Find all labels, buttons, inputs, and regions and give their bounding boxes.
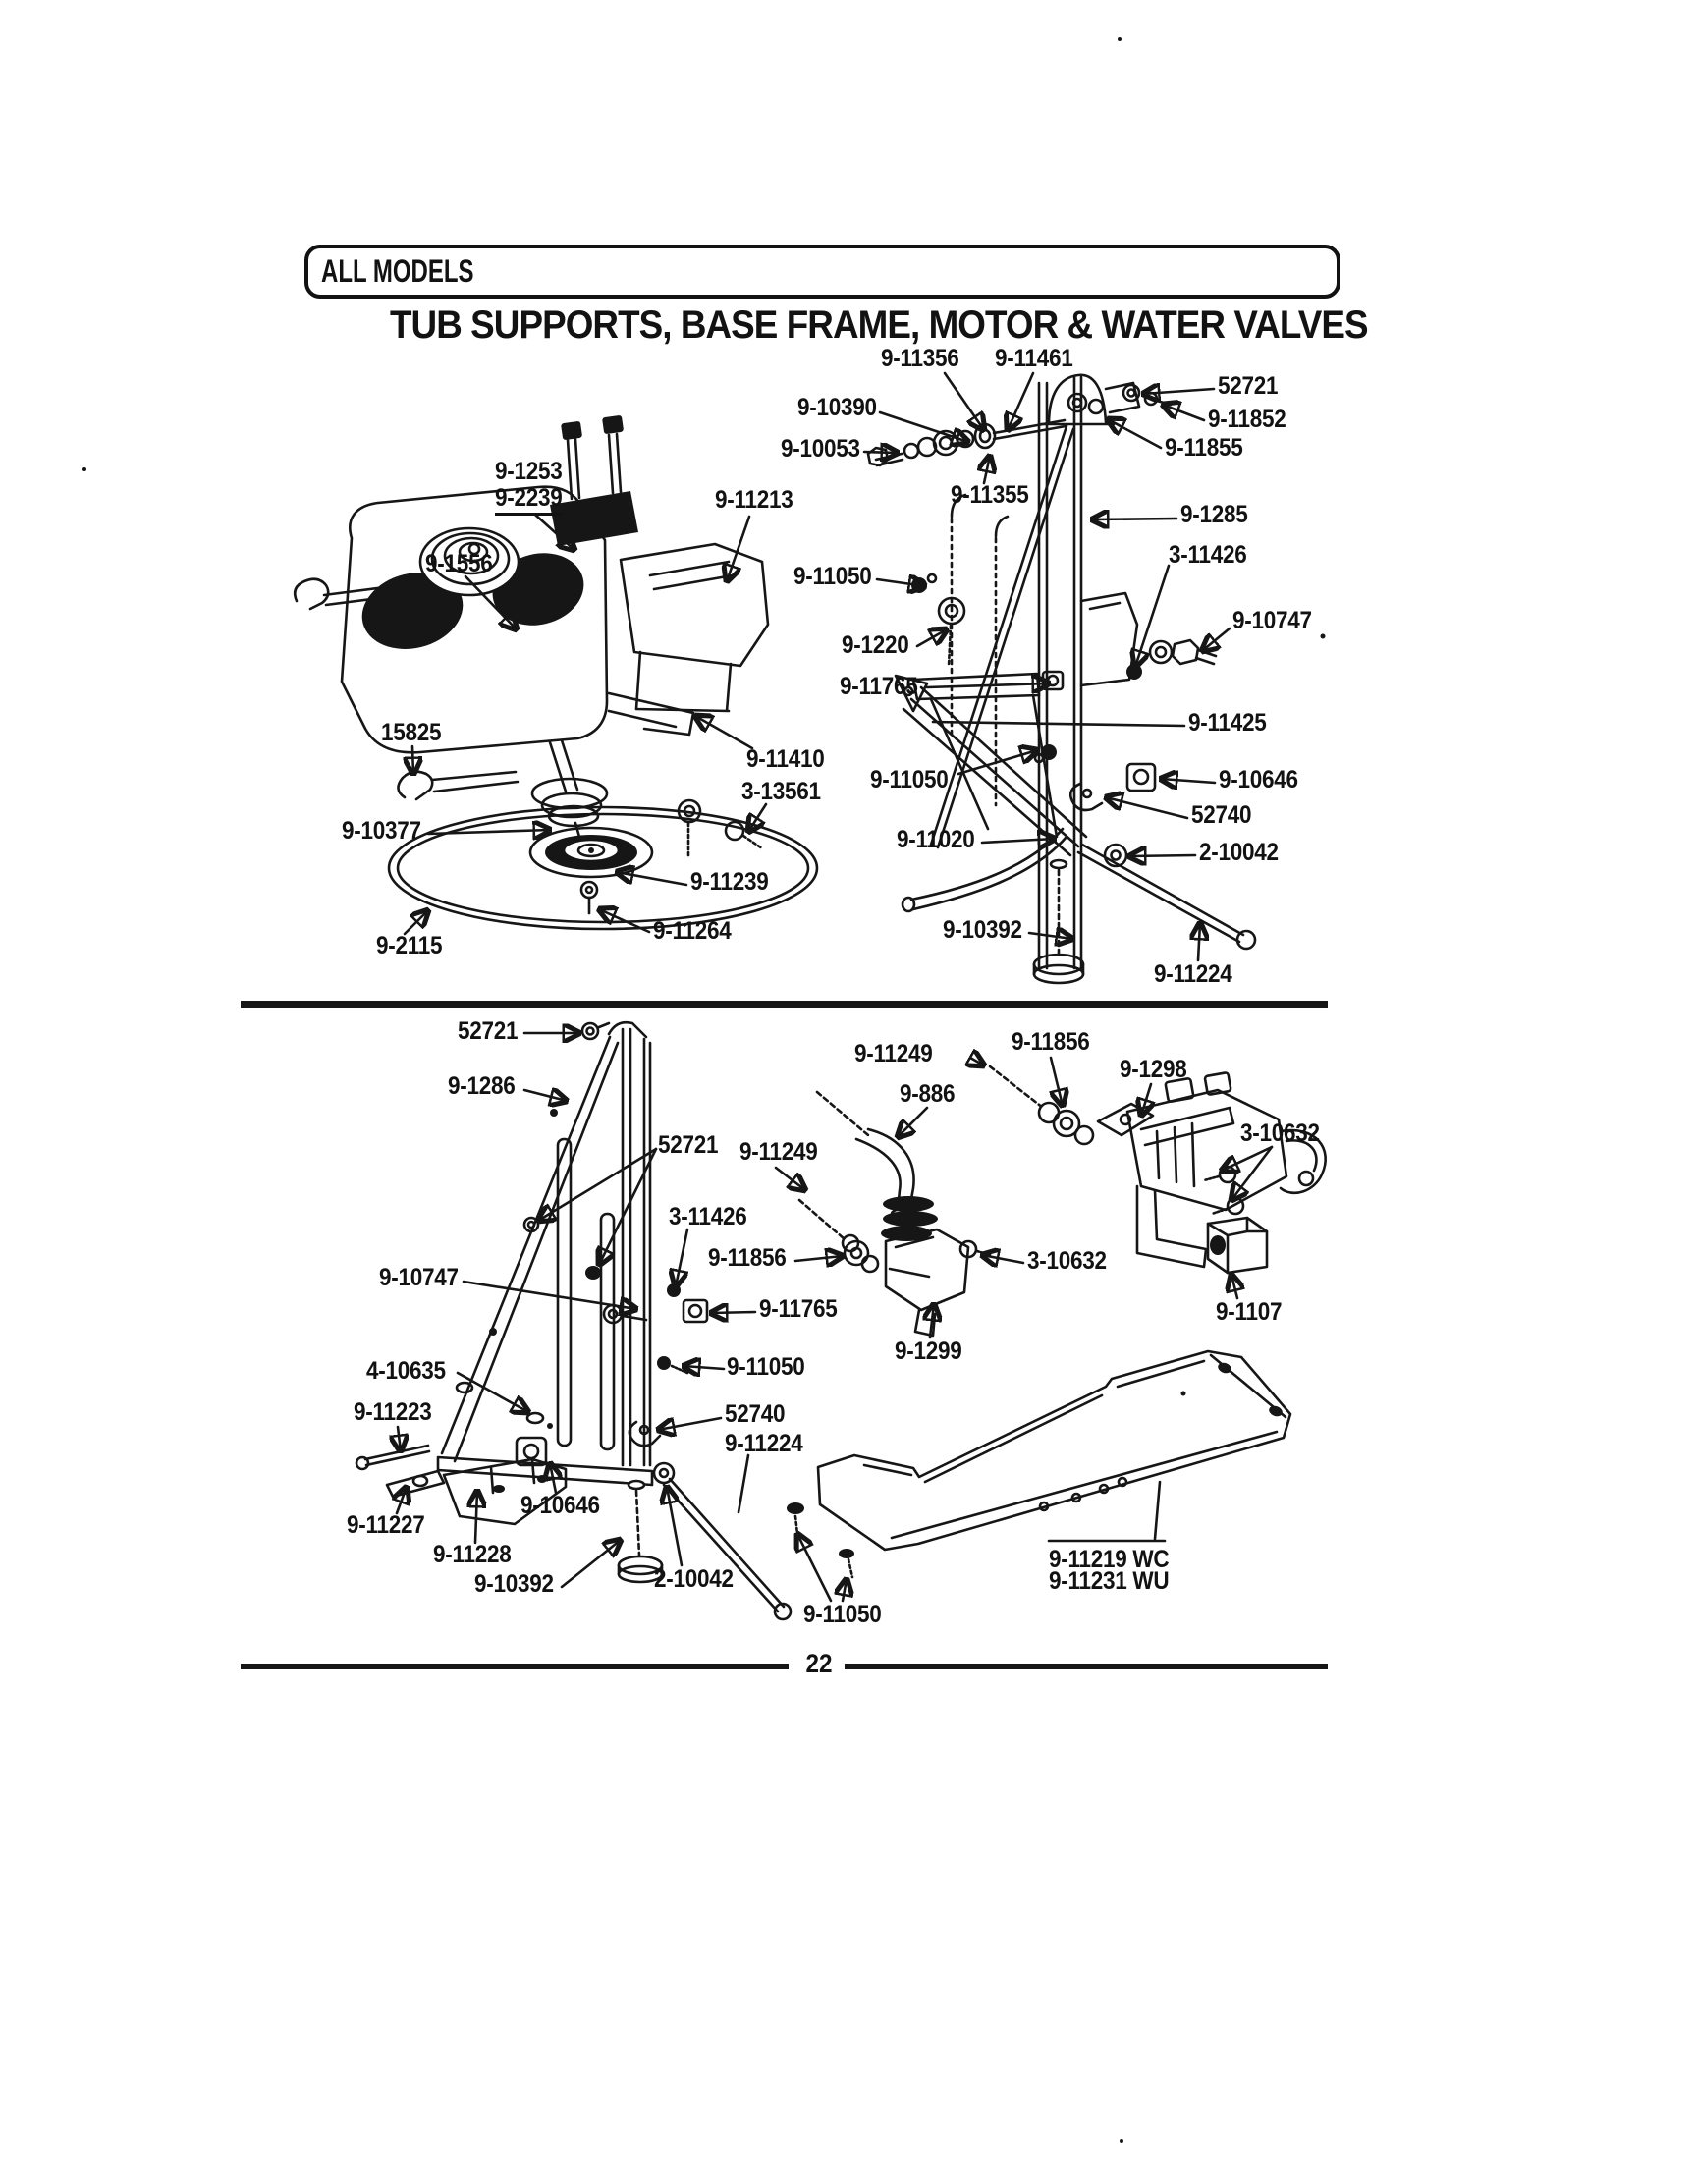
leader-line: [397, 1487, 407, 1513]
section-divider: [241, 1001, 1328, 1008]
part-label: 3-11426: [1169, 541, 1247, 569]
part-label: 52740: [725, 1400, 786, 1428]
part-label: 52740: [1191, 801, 1252, 829]
part-label: 9-11249: [854, 1040, 933, 1067]
leader-line: [927, 683, 1049, 687]
part-label: 9-2115: [376, 932, 443, 959]
leader-line: [695, 716, 752, 748]
part-label: 9-11239: [690, 868, 769, 896]
leader-line: [1163, 405, 1204, 420]
part-label: 9-1556: [425, 550, 493, 577]
part-label: 2-10042: [654, 1565, 734, 1593]
part-label: 9-11224: [1154, 960, 1232, 988]
leader-line: [1202, 628, 1230, 651]
leader-line: [1161, 779, 1215, 783]
part-label: 9-11050: [793, 563, 872, 590]
leader-line: [1106, 797, 1187, 818]
leader-line: [428, 830, 550, 834]
part-label: 9-11425: [1188, 709, 1267, 737]
part-label: 9-11249: [739, 1138, 818, 1166]
part-label: 3-11426: [669, 1203, 747, 1230]
leader-line: [898, 1108, 927, 1137]
leader-line: [1129, 855, 1195, 856]
part-label: 9-1253: [495, 458, 563, 485]
leader-line: [982, 839, 1055, 843]
part-label: 9-1220: [842, 631, 909, 659]
leader-line: [795, 1256, 843, 1261]
part-label: 9-11855: [1165, 434, 1243, 462]
leader-line: [970, 1058, 984, 1065]
part-label: 9-2239: [495, 486, 562, 516]
part-label: 9-11356: [881, 345, 959, 372]
part-label: 9-10053: [781, 435, 860, 463]
leader-line: [982, 1255, 1023, 1263]
part-label: 9-10392: [474, 1570, 554, 1598]
leader-line: [917, 629, 947, 646]
part-label: 9-11264: [653, 917, 732, 945]
leader-line: [984, 456, 990, 483]
leader-line: [1143, 389, 1214, 394]
leader-line: [739, 1455, 748, 1512]
footer-rule-right: [845, 1664, 1328, 1669]
leader-line: [464, 1282, 636, 1309]
part-label: 9-886: [900, 1080, 956, 1108]
part-label: 9-1107: [1216, 1298, 1283, 1326]
part-label: 52721: [458, 1017, 519, 1045]
part-label: 9-11050: [803, 1601, 882, 1628]
leader-line: [658, 1418, 721, 1430]
footer-rule-left: [241, 1664, 789, 1669]
leader-line: [1198, 923, 1200, 960]
leader-line: [684, 1366, 724, 1369]
part-label: 9-10377: [342, 817, 421, 845]
leader-line: [562, 1540, 621, 1587]
part-label: 9-11228: [433, 1541, 512, 1568]
part-label: 3-10632: [1240, 1119, 1320, 1147]
leader-line: [1231, 1275, 1237, 1298]
part-label: 9-11765: [759, 1295, 838, 1323]
leader-line: [864, 452, 898, 453]
part-label: 9-10646: [1219, 766, 1298, 793]
leader-line: [945, 373, 984, 430]
part-label: 52721: [1218, 372, 1279, 400]
part-label: 9-11050: [870, 766, 949, 793]
leader-line: [667, 1487, 682, 1565]
leader-line: [1029, 933, 1072, 939]
part-label: 4-10635: [366, 1357, 446, 1385]
leader-line: [524, 1090, 567, 1101]
part-label: 9-11219 WC: [1049, 1546, 1170, 1573]
part-label: 9-10747: [379, 1264, 459, 1291]
part-label: 9-11856: [1012, 1028, 1090, 1056]
part-label: 9-11231 WU: [1049, 1567, 1170, 1595]
leader-line: [398, 1427, 401, 1451]
part-label: 15825: [381, 719, 442, 746]
leader-line: [1135, 566, 1169, 667]
part-label: 9-10646: [520, 1492, 600, 1519]
part-label: 9-11224: [725, 1430, 803, 1457]
leader-line: [797, 1534, 831, 1601]
tub-support-frame-art: [868, 375, 1255, 983]
leader-line: [1231, 1147, 1272, 1200]
part-label: 9-11050: [727, 1353, 805, 1381]
leader-line: [412, 746, 413, 774]
leader-line: [711, 1312, 755, 1313]
part-label: 9-1299: [895, 1338, 962, 1365]
models-badge-label: ALL MODELS: [321, 253, 474, 289]
leader-line: [1108, 419, 1161, 448]
part-label: 9-11213: [715, 486, 793, 514]
part-label: 9-10390: [797, 394, 877, 421]
part-label: 9-11461: [995, 345, 1073, 372]
part-label: 9-11020: [897, 826, 975, 853]
part-label: 9-11227: [347, 1511, 425, 1539]
part-label: 9-1286: [448, 1072, 516, 1100]
part-label: 52721: [658, 1131, 719, 1159]
part-label: 9-11355: [951, 481, 1029, 509]
part-label: 9-1298: [1120, 1056, 1187, 1083]
part-label: 2-10042: [1199, 839, 1279, 866]
base-panel-art: [818, 1351, 1290, 1550]
part-label: 3-13561: [741, 778, 821, 805]
part-label: 9-11410: [746, 745, 825, 773]
leader-line: [676, 1229, 687, 1286]
part-label: 9-11856: [708, 1244, 787, 1272]
leader-line: [405, 910, 428, 934]
part-label: 9-11765: [840, 673, 918, 700]
leader-line: [617, 872, 686, 885]
page-number: 22: [805, 1649, 833, 1678]
leader-line: [958, 750, 1037, 774]
leader-line: [843, 1579, 847, 1601]
leader-line: [1051, 1058, 1063, 1106]
part-label: 3-10632: [1027, 1247, 1107, 1275]
leader-line: [776, 1168, 805, 1190]
page-title: TUB SUPPORTS, BASE FRAME, MOTOR & WATER VALVES: [390, 303, 1368, 347]
leader-line: [475, 1491, 477, 1543]
leader-line: [1008, 373, 1033, 430]
part-label: 9-10747: [1232, 607, 1312, 634]
part-label: 9-10392: [943, 916, 1022, 944]
part-label: 9-1285: [1180, 501, 1248, 528]
part-label: 9-11852: [1208, 406, 1286, 433]
part-label: 9-11223: [354, 1398, 432, 1426]
